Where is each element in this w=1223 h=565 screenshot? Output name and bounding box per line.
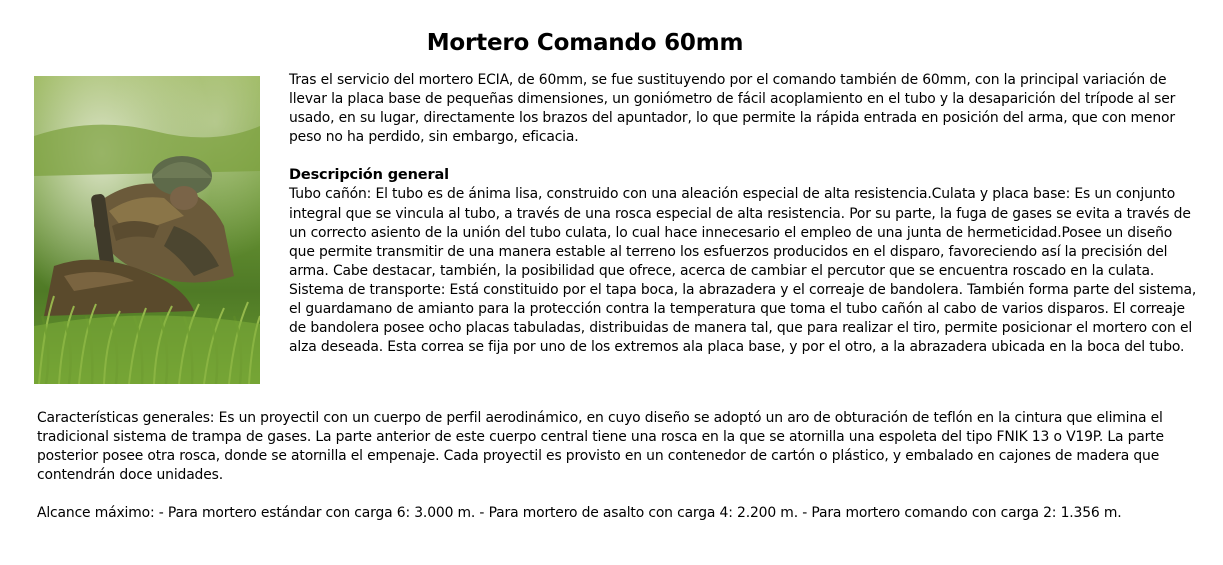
paragraph-gap [37,485,1207,504]
description-paragraph-tube: Tubo cañón: El tubo es de ánima lisa, construido con una aleación especial de alta resistencia.Culata y placa base: Es un conjunto integral que se vincula al tubo, a través de una rosca especial de alta resistencia. Por su parte, la fuga de gases se evita a través de un correcto asiento de la unión del tubo culata, lo cual hace innecesario el empleo de una junta de hermeticidad.Posee un diseño que permite transmitir de una manera estable al terreno los esfuerzos producidos en el disparo, favoreciendo así la precisión del arma. Cabe destacar, también, la posibilidad que ofrece, acerca de cambiar el percutor que se encuentra roscado en la culata. [289,186,1191,279]
full-width-text [37,409,1207,523]
range-paragraph: Alcance máximo: - Para mortero estándar con carga 6: 3.000 m. - Para mortero de asalto con carga 4: 2.200 m. - Para mortero comando con carga 2: 1.356 m. [37,505,1122,522]
intro-paragraph: Tras el servicio del mortero ECIA, de 60mm, se fue sustituyendo por el comando también de 60mm, con la principal variación de llevar la placa base de pequeñas dimensiones, un goniómetro de fácil acoplamiento en el tubo y la desaparición del trípode al ser usado, en su lugar, directamente los brazos del apuntador, lo que permite la rápida entrada en posición del arma, que con menor peso no ha perdido, sin embargo, eficacia. [289,72,1176,146]
section-heading-general-description: Descripción general [289,167,449,184]
characteristics-paragraph: Características generales: Es un proyectil con un cuerpo de perfil aerodinámico, en cuyo diseño se adoptó un aro de obturación de teflón en la cintura que elimina el tradicional sistema de trampa de gases. La parte anterior de este cuerpo central tiene una rosca en la que se atornilla una espoleta del tipo FNIK 13 o V19P. La parte posterior posee otra rosca, donde se atornilla el empenaje. Cada proyectil es provisto en un contenedor de cartón o plástico, y embalado en cajones de madera que contendrán doce unidades. [37,410,1164,484]
main-text-column [289,71,1201,357]
description-paragraph-transport: Sistema de transporte: Está constituido por el tapa boca, la abrazadera y el correaje de bandolera. También forma parte del sistema, el guardamano de amianto para la protección contra la temperatura que toma el tubo cañón al cabo de varios disparos. El correaje de bandolera posee ocho placas tabuladas, distribuidas de manera tal, que para realizar el tiro, permite posicionar el mortero con el alza deseada. Esta correa se fija por uno de los extremos ala placa base, y por el otro, a la abrazadera ubicada en la boca del tubo. [289,281,1197,356]
soldier-mortar-photo [34,76,260,384]
paragraph-gap [289,147,1201,166]
page-title: Mortero Comando 60mm [426,30,744,56]
